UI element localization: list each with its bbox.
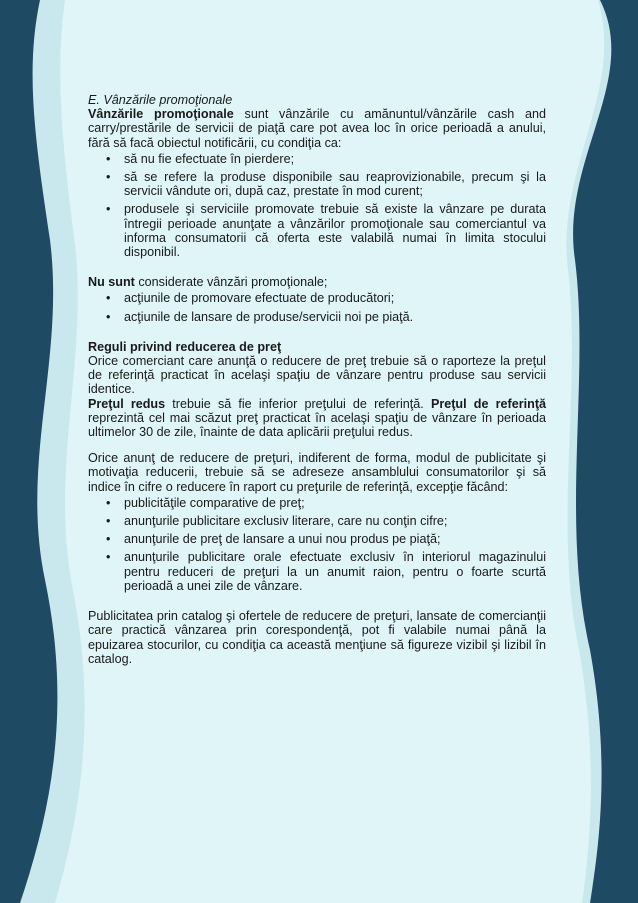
bullet-icon: • bbox=[106, 514, 111, 529]
list-item: • produsele şi serviciile promovate trebuie să existe la vânzare pe durata întregii perioade anunţate a vânzărilor promoţionale sau comerciantul va informa consumatorii că oferta este valabilă numai în limita stocului disponibil. bbox=[106, 202, 546, 260]
document-body bbox=[88, 93, 546, 666]
list-item: • anunţurile de preţ de lansare a unui nou produs pe piaţă; bbox=[106, 532, 441, 547]
list-item: • anunţurile publicitare orale efectuate exclusiv în interiorul magazinului pentru reduceri de preţuri la un anumit raion, pentru o foarte scurtă perioadă a unei zile de vânzare. bbox=[106, 550, 546, 593]
rules-title: Reguli privind reducerea de preţ bbox=[88, 339, 282, 354]
list-item: • acţiunile de lansare de produse/servicii noi pe piaţă. bbox=[106, 309, 414, 324]
intro-paragraph bbox=[88, 107, 546, 150]
bullet-icon: • bbox=[106, 170, 111, 185]
bullet-icon: • bbox=[106, 291, 111, 306]
not-promo-paragraph: Nu sunt considerate vânzări promoţionale; bbox=[88, 275, 328, 290]
bullet-icon: • bbox=[106, 151, 111, 166]
catalog-paragraph: Publicitatea prin catalog şi ofertele de reducere de preţuri, lansate de comercianţii care practică vânzarea prin corespondenţă, pot fi valabile numai până la epuizarea stocurilor, cu condiţia ca această menţiune să figureze vizibil şi lizibil în catalog. bbox=[88, 609, 546, 666]
bullet-icon: • bbox=[106, 309, 111, 324]
not-promo-term: Nu sunt bbox=[88, 275, 135, 290]
conditions-list bbox=[88, 152, 546, 259]
rules-paragraph-3: Orice anunţ de reducere de preţuri, indiferent de forma, modul de publicitate şi motivaţia reducerii, trebuie să se adreseze ansamblului consumatorilor şi să indice în cifre o reducere în raport cu preţurile de referinţă, excepţie făcând: bbox=[88, 451, 546, 494]
bullet-icon: • bbox=[106, 550, 111, 565]
list-item: • să se refere la produse disponibile sau reaprovizionabile, precum şi la servicii vândute ori, după caz, prestate în mod curent; bbox=[106, 170, 546, 199]
intro-text: sunt vânzările cu amănuntul/vânzările cash and carry/prestările de servicii de piaţă care pot avea loc în orice perioadă a anului, fără să facă obiectul notificării, cu condiţia ca: bbox=[88, 107, 546, 150]
intro-term: Vânzările promoţionale bbox=[88, 107, 234, 122]
exceptions-list bbox=[88, 496, 546, 593]
bullet-icon: • bbox=[106, 532, 111, 547]
not-promo-list bbox=[88, 291, 546, 323]
list-item: • să nu fie efectuate în pierdere; bbox=[106, 151, 295, 166]
list-item: • publicităţile comparative de preţ; bbox=[106, 495, 305, 510]
section-title: E. Vânzările promoţionale bbox=[88, 93, 233, 107]
rules-paragraph-2: Preţul redus trebuie să fie inferior preţului de referinţă. Preţul de referinţă reprezintă cel mai scăzut preţ practicat în acelaşi spaţiu de vânzare în perioada ultimelor 30 de zile, înainte de data aplicării preţului redus. bbox=[88, 396, 547, 440]
list-item: • acţiunile de promovare efectuate de producători; bbox=[106, 291, 395, 306]
list-item: • anunţurile publicitare exclusiv literare, care nu conţin cifre; bbox=[106, 514, 448, 529]
bullet-icon: • bbox=[106, 495, 111, 510]
rules-paragraph-1: Orice comerciant care anunţă o reducere de preţ trebuie să o raporteze la preţul de referinţă practicat în acelaşi spaţiu de vânzare pentru produse sau servicii identice. bbox=[88, 354, 546, 397]
bullet-icon: • bbox=[106, 202, 111, 217]
